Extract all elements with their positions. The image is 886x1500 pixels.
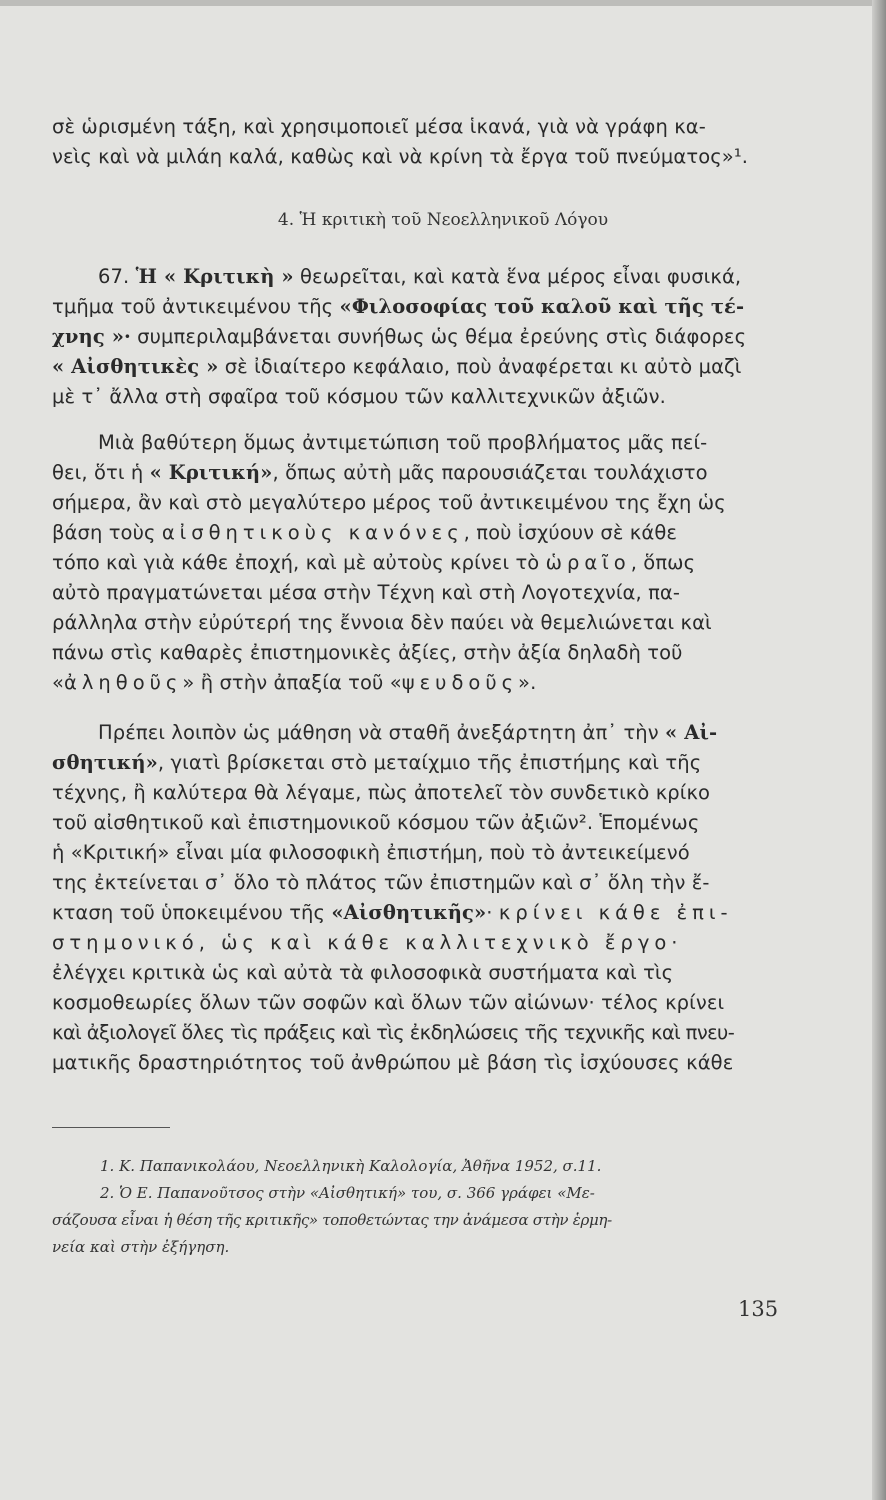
text-line: ἡ «Κριτική» εἶναι μία φιλοσοφικὴ ἐπιστήμη, ποὺ τὸ ἀντεικείμενό xyxy=(52,841,690,864)
text-line: πάνω στὶς καθαρὲς ἐπιστημονικὲς ἀξίες, στὴν ἀξία δηλαδὴ τοῦ xyxy=(52,641,683,664)
text-line xyxy=(52,352,776,382)
text-line: καὶ ἀξιολογεῖ ὅλες τὶς πράξεις καὶ τὶς ἐκδηλώσεις τῆς τεχνικῆς καὶ πνευ- xyxy=(52,1021,735,1044)
page-top-edge xyxy=(0,0,886,6)
text-line: ματικῆς δραστηριότητος τοῦ ἀνθρώπου μὲ βάση τὶς ἰσχύουσες κάθε xyxy=(52,1051,734,1074)
continuation-paragraph xyxy=(52,112,776,172)
footnote-divider xyxy=(52,1127,170,1128)
text-line xyxy=(52,898,776,928)
text-run: τμῆμα τοῦ ἀντικειμένου τῆς xyxy=(52,295,340,318)
text-line xyxy=(52,322,776,352)
term-philosophia: «Φιλοσοφίας τοῦ καλοῦ καὶ τῆς τέ- xyxy=(339,295,745,318)
text-run: , γιατὶ βρίσκεται στὸ μεταίχμιο τῆς ἐπιστήμης καὶ τῆς xyxy=(157,751,702,774)
footnotes xyxy=(52,1153,778,1261)
term-kritiki: Ἡ « Κριτικὴ » xyxy=(135,265,294,288)
paragraph-67 xyxy=(52,262,776,412)
text-run: βάση τοὺς xyxy=(52,521,162,544)
paragraph-3 xyxy=(52,718,776,1078)
spaced-term: αἰσθητικοὺς κανόνες xyxy=(161,521,464,544)
text-run: μὲ τ᾽ ἄλλα στὴ σφαῖρα τοῦ κόσμου τῶν καλλιτεχνικῶν ἀξιῶν. xyxy=(52,385,666,408)
text-run: τόπο καὶ γιὰ κάθε ἐποχή, καὶ μὲ αὐτοὺς κρίνει τὸ xyxy=(52,551,546,574)
text-run: , ὅπως αὐτὴ μᾶς παρουσιάζεται τουλάχιστο xyxy=(272,461,708,484)
text-line: της ἐκτείνεται σ᾽ ὅλο τὸ πλάτος τῶν ἐπιστημῶν καὶ σ᾽ ὅλη τὴν ἔ- xyxy=(52,871,710,894)
term-aisthitiki: « Αἰ- xyxy=(665,721,718,744)
text-line: ράλληλα στὴν εὐρύτερή της ἔννοια δὲν παύει νὰ θεμελιώνεται καὶ xyxy=(52,611,712,634)
text-run: ». xyxy=(518,671,537,694)
paragraph-number: 67. xyxy=(98,265,130,288)
text-run: συμπεριλαμβάνεται συνήθως ὡς θέμα ἐρεύνης στὶς διάφορες xyxy=(130,325,747,348)
text-line: σήμερα, ἂν καὶ στὸ μεγαλύτερο μέρος τοῦ ἀντικειμένου της ἔχη ὡς xyxy=(52,491,726,514)
footnote-2-continued: σάζουσα εἶναι ἡ θέση τῆς κριτικῆς» τοποθετώντας την ἀνάμεσα στὴν ἑρμη- xyxy=(52,1211,612,1229)
footnote-1: 1. Κ. Παπανικολάου, Νεοελληνικὴ Καλολογία, Ἀθῆνα 1952, σ.11. xyxy=(100,1157,602,1175)
text-run: Πρέπει λοιπὸν ὡς μάθηση νὰ σταθῆ ἀνεξάρτητη ἀπ᾽ τὴν xyxy=(98,721,666,744)
text-line: τοῦ αἰσθητικοῦ καὶ ἐπιστημονικοῦ κόσμου τῶν ἀξιῶν². Ἑπομένως xyxy=(52,811,700,834)
text-line xyxy=(52,292,776,322)
text-line xyxy=(52,458,776,488)
text-line: ἐλέγχει κριτικὰ ὡς καὶ αὐτὰ τὰ φιλοσοφικὰ συστήματα καὶ τὶς xyxy=(52,961,674,984)
text-run: « xyxy=(52,671,65,694)
text-run: » ἢ στὴν ἀπαξία τοῦ « xyxy=(182,671,402,694)
paragraph-2 xyxy=(52,428,776,698)
text-line: αὐτὸ πραγματώνεται μέσα στὴν Τέχνη καὶ στὴ Λογοτεχνία, πα- xyxy=(52,581,680,604)
text-line xyxy=(52,668,776,698)
term-aisthitiki: σθητική» xyxy=(52,751,158,774)
footnote-2: 2. Ὁ Ε. Παπανοῦτσος στὴν «Αἰσθητική» του, σ. 366 γράφει «Με- xyxy=(100,1184,595,1202)
text-run: σὲ ἰδιαίτερο κεφάλαιο, ποὺ ἀναφέρεται κι αὐτὸ μαζὶ xyxy=(218,355,742,378)
text-run: θει, ὅτι ἡ xyxy=(52,461,150,484)
text-line: τέχνης, ἢ καλύτερα θὰ λέγαμε, πὼς ἀποτελεῖ τὸν συνδετικὸ κρίκο xyxy=(52,781,711,804)
text-line: κοσμοθεωρίες ὅλων τῶν σοφῶν καὶ ὅλων τῶν αἰώνων· τέλος κρίνει xyxy=(52,991,725,1014)
term-technis: χνης »· xyxy=(52,325,131,348)
spaced-term: ὡραῖο xyxy=(545,551,631,574)
text-run: · xyxy=(486,901,499,924)
text-line xyxy=(52,518,776,548)
spaced-term: κρίνει κάθε ἐπι- xyxy=(498,901,733,924)
text-run: κταση τοῦ ὑποκειμένου τῆς xyxy=(52,901,332,924)
text-run: , ὅπως xyxy=(630,551,696,574)
term-aisthitikes: « Αἰσθητικὲς » xyxy=(52,355,219,378)
text-run: , ποὺ ἰσχύουν σὲ κάθε xyxy=(463,521,678,544)
term-kritiki: « Κριτική» xyxy=(149,461,273,484)
section-heading: 4. Ἡ κριτικὴ τοῦ Νεοελληνικοῦ Λόγου xyxy=(277,210,609,230)
spaced-term: ψευδοῦς xyxy=(401,671,519,694)
text-line: στημονικό, ὡς καὶ κάθε καλλιτεχνικὸ ἔργο· xyxy=(52,931,683,954)
text-line: νεὶς καὶ νὰ μιλάη καλά, καθὼς καὶ νὰ κρίνη τὰ ἔργα τοῦ πνεύματος»¹. xyxy=(52,145,749,168)
spaced-term: ἀληθοῦς xyxy=(64,671,183,694)
text-line xyxy=(52,748,776,778)
footnote-2-continued: νεία καὶ στὴν ἐξήγηση. xyxy=(52,1238,230,1256)
text-line: Μιὰ βαθύτερη ὅμως ἀντιμετώπιση τοῦ προβλήματος μᾶς πεί- xyxy=(98,431,708,454)
text-line xyxy=(52,548,776,578)
text-line: σὲ ὡρισμένη τάξη, καὶ χρησιμοποιεῖ μέσα ἱκανά, γιὰ νὰ γράφη κα- xyxy=(52,115,706,138)
text-line xyxy=(52,262,776,292)
text-run: θεωρεῖται, καὶ κατὰ ἕνα μέρος εἶναι φυσικά, xyxy=(293,265,742,288)
term-aisthitikis: «Αἰσθητικῆς» xyxy=(331,901,487,924)
text-line xyxy=(52,718,776,748)
text-line xyxy=(52,382,776,412)
page-number: 135 xyxy=(738,1297,779,1321)
